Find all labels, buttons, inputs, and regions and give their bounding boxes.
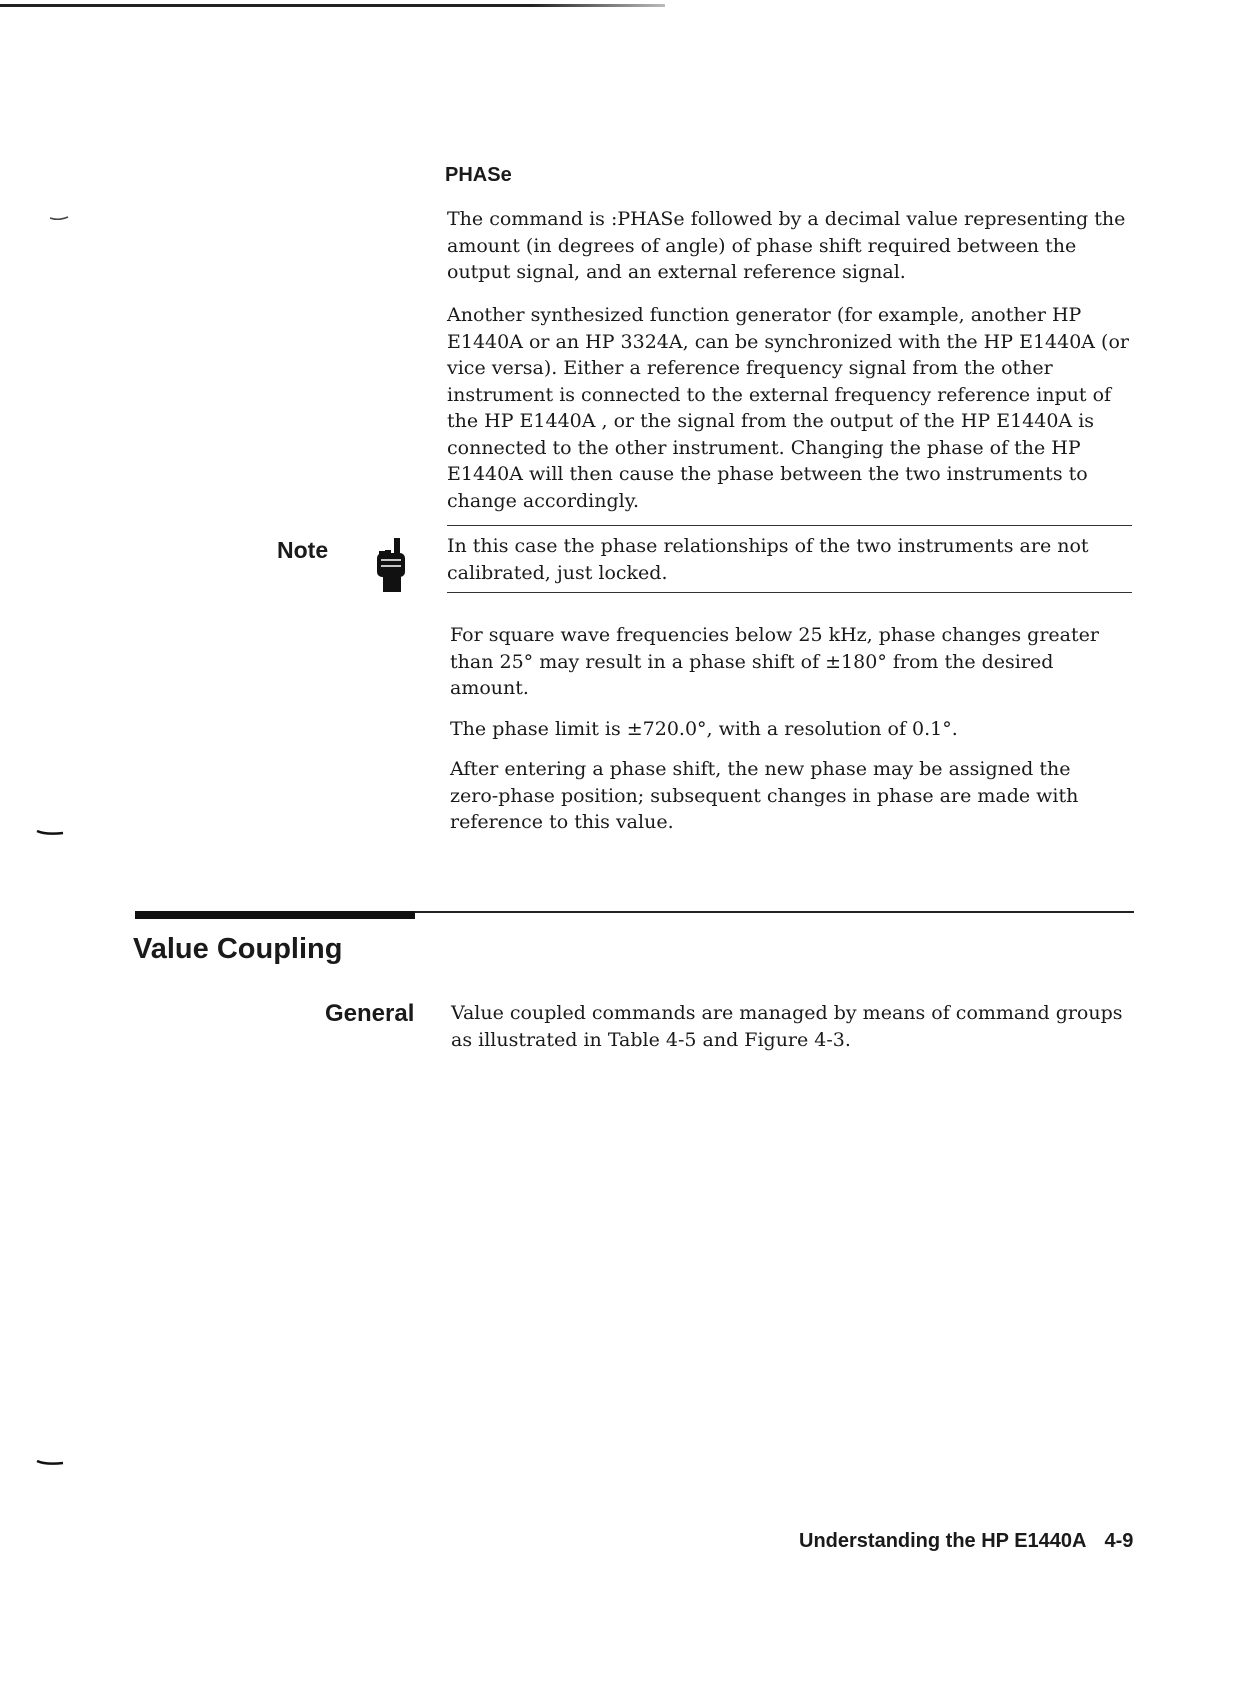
note-rule-bottom xyxy=(447,592,1132,593)
note-label: Note xyxy=(277,537,329,563)
page-footer xyxy=(799,1530,1133,1553)
section-rule-thick xyxy=(135,911,415,919)
pointing-hand-icon xyxy=(374,538,408,594)
phase-paragraph-2: Another synthesized function generator (for example, another HP E1440A or an HP 3324A, can be synchronized with the HP E1440A (or vice versa). Either a reference frequency signal from the other instrument is connected to the external frequency reference input of the HP E1440A , or the signal from the output of the HP E1440A is connected to the other instrument. Changing the phase of the HP E1440A will then cause the phase between the two instruments to change accordingly. xyxy=(447,304,1129,512)
general-paragraph: Value coupled commands are managed by means of command groups as illustrated in Table 4-5 and Figure 4-3. xyxy=(451,1002,1123,1051)
page-number: 4-9 xyxy=(1104,1530,1134,1552)
square-wave-paragraph: For square wave frequencies below 25 kHz, phase changes greater than 25° may result in a phase shift of ±180° from the desired amount. xyxy=(450,624,1099,699)
section-rule-thin xyxy=(415,911,1134,913)
phase-limit-paragraph: The phase limit is ±720.0°, with a resolution of 0.1°. xyxy=(450,718,958,740)
phase-heading: PHASe xyxy=(445,164,512,186)
margin-mark-2 xyxy=(36,828,64,838)
zero-phase-paragraph: After entering a phase shift, the new phase may be assigned the zero-phase position; subsequent changes in phase are made with reference to this value. xyxy=(450,758,1079,833)
section-title: Value Coupling xyxy=(133,933,343,965)
note-rule-top xyxy=(447,525,1132,526)
footer-title: Understanding the HP E1440A xyxy=(799,1530,1087,1552)
top-rule xyxy=(0,4,665,7)
margin-mark-1 xyxy=(48,212,76,222)
margin-mark-3 xyxy=(36,1458,64,1468)
note-text: In this case the phase relationships of the two instruments are not calibrated, just locked. xyxy=(447,535,1089,584)
general-label: General xyxy=(325,1000,415,1027)
phase-paragraph-1: The command is :PHASe followed by a decimal value representing the amount (in degrees of angle) of phase shift required between the output signal, and an external reference signal. xyxy=(447,208,1126,283)
